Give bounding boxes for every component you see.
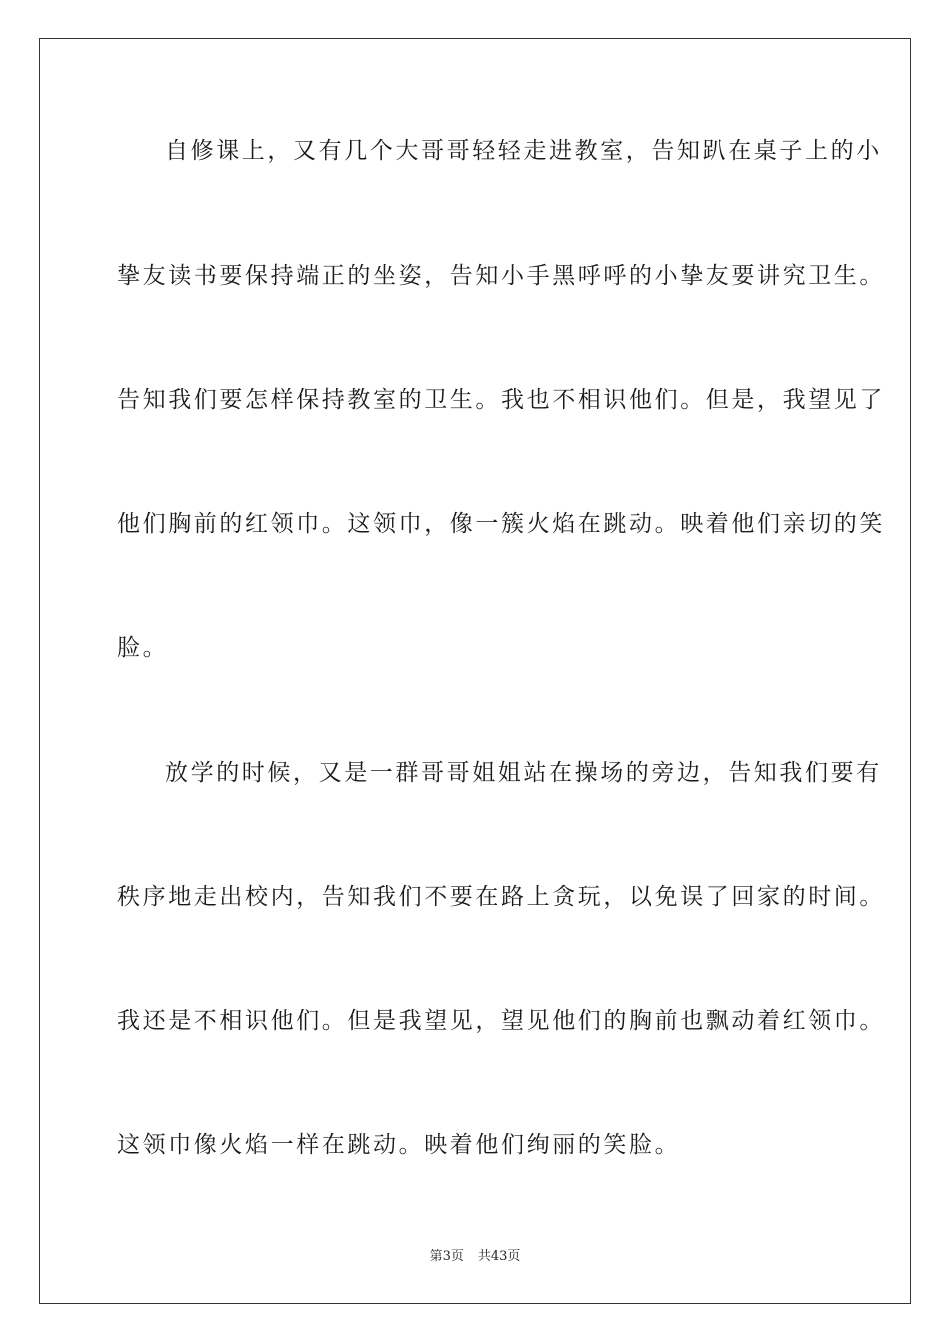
text-line-1: 自修课上，又有几个大哥哥轻轻走进教室，告知趴在桌子上的小: [165, 138, 882, 164]
page-number-current: 第3页: [429, 1249, 464, 1264]
page-footer: [0, 1248, 950, 1266]
text-line-2: 挚友读书要保持端正的坐姿，告知小手黑呼呼的小挚友要讲究卫生。: [117, 263, 885, 289]
text-line-7: 秩序地走出校内，告知我们不要在路上贪玩，以免误了回家的时间。: [117, 884, 885, 910]
text-line-5: 脸。: [117, 635, 169, 661]
text-line-8: 我还是不相识他们。但是我望见，望见他们的胸前也飘动着红领巾。: [117, 1008, 885, 1034]
text-line-6: 放学的时候，又是一群哥哥姐姐站在操场的旁边，告知我们要有: [165, 760, 882, 786]
text-line-4: 他们胸前的红领巾。这领巾，像一簇火焰在跳动。映着他们亲切的笑: [117, 511, 885, 537]
text-line-9: 这领巾像火焰一样在跳动。映着他们绚丽的笑脸。: [117, 1132, 681, 1158]
text-line-3: 告知我们要怎样保持教室的卫生。我也不相识他们。但是，我望见了: [117, 387, 885, 413]
page-frame: [39, 38, 911, 1304]
page-number-total: 共43页: [477, 1249, 521, 1264]
